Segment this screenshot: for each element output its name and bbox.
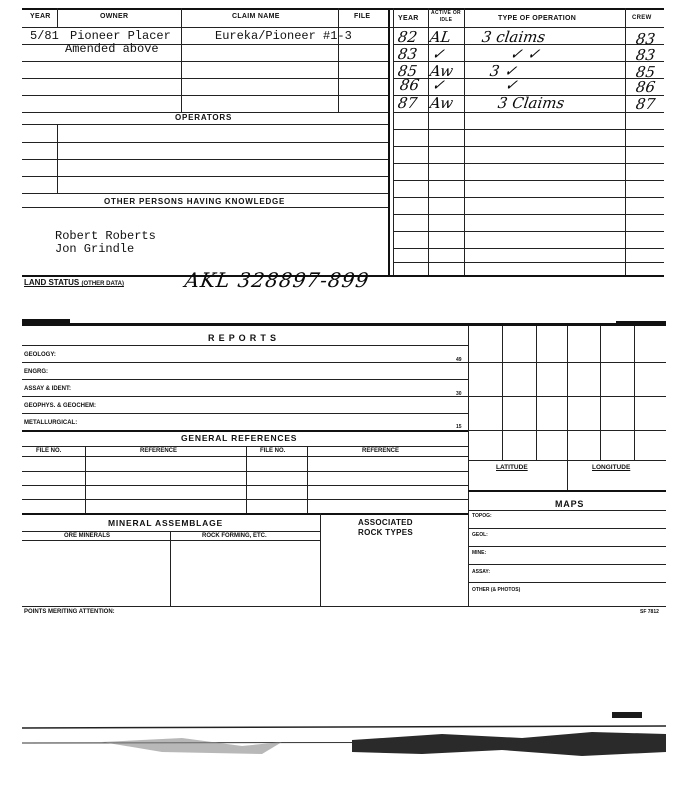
- status-year-83: 83: [396, 45, 419, 63]
- points-label: POINTS MERITING ATTENTION:: [24, 609, 115, 615]
- reports-rule-4: [22, 413, 468, 414]
- status-rule-8: [393, 163, 664, 164]
- claim-name: Eureka/Pioneer #1-3: [215, 29, 352, 43]
- map-assay: ASSAY:: [472, 569, 491, 575]
- maps-title: MAPS: [555, 499, 585, 509]
- mineral-rock: ROCK FORMING, ETC.: [202, 533, 267, 539]
- knowledge-title: OTHER PERSONS HAVING KNOWLEDGE: [104, 197, 286, 206]
- status-rule-9: [393, 180, 664, 181]
- status-crew-86: 86: [634, 78, 657, 96]
- status-crew-83: 83: [634, 46, 657, 64]
- latitude-label: LATITUDE: [496, 464, 528, 471]
- status-type-82: 3 claims: [480, 28, 547, 46]
- noise-smudge-2: [102, 738, 282, 754]
- report-assay: ASSAY & IDENT:: [24, 386, 72, 392]
- refs-header-rule: [22, 446, 468, 447]
- status-year-86: 86: [398, 76, 421, 94]
- reports-corner-right: [616, 321, 666, 326]
- claim-year: 5/81: [30, 29, 59, 43]
- status-crew-87: 87: [634, 95, 657, 113]
- status-year-85: 85: [396, 62, 419, 80]
- claim-note: Amended above: [65, 42, 159, 56]
- scan-noise-svg: [22, 712, 666, 762]
- assoc-line-1: ASSOCIATED: [358, 518, 413, 527]
- op-rule-4: [22, 193, 388, 194]
- top-border: [22, 8, 664, 10]
- op-rule-2: [22, 159, 388, 160]
- status-rule-12: [393, 231, 664, 232]
- map-geol: GEOL:: [472, 532, 488, 538]
- status-active-87: Aw: [428, 94, 455, 112]
- assoc-line-2: ROCK TYPES: [358, 528, 414, 537]
- grid-v-5: [634, 326, 635, 460]
- report-geology-num: 49: [456, 357, 462, 363]
- land-status-label: [24, 278, 124, 287]
- noise-line-1: [22, 726, 666, 728]
- header-year: YEAR: [30, 13, 51, 20]
- scan-noise-band: [22, 712, 666, 762]
- status-rule-10: [393, 197, 664, 198]
- maps-rule-2: [468, 546, 666, 547]
- header-type-operation: TYPE OF OPERATION: [498, 15, 577, 22]
- mineral-col-rule: [22, 540, 320, 541]
- refs-col-ref-2: REFERENCE: [362, 448, 400, 454]
- report-geology: GEOLOGY:: [24, 352, 56, 358]
- map-topog: TOPOG:: [472, 513, 492, 519]
- status-active-85: Aw: [428, 62, 455, 80]
- status-rule-7: [393, 146, 664, 147]
- active-divider: [428, 8, 429, 276]
- status-year-87: 87: [396, 94, 419, 112]
- refs-col-file-2: FILE NO.: [260, 448, 286, 454]
- mineral-div-1: [170, 531, 171, 606]
- person-2: Jon Grindle: [55, 242, 135, 256]
- noise-block: [612, 712, 642, 718]
- file-divider: [338, 8, 339, 112]
- map-mine: MINE:: [472, 550, 487, 556]
- report-geophys: GEOPHYS. & GEOCHEM:: [24, 403, 97, 409]
- mineral-title: MINERAL ASSEMBLAGE: [108, 518, 223, 528]
- status-active-83: ✓: [430, 45, 446, 63]
- reports-corner-left: [22, 319, 70, 324]
- grid-v-1: [502, 326, 503, 460]
- grid-h-2: [468, 396, 666, 397]
- refs-row-2: [22, 485, 468, 486]
- map-other: OTHER (& PHOTOS): [472, 587, 521, 593]
- land-status-text: LAND STATUS: [24, 278, 80, 287]
- header-claim-name: CLAIM NAME: [232, 13, 280, 20]
- owner-divider: [57, 8, 58, 27]
- header-file: FILE: [354, 13, 371, 20]
- land-status-value: AKL 328897-899: [183, 268, 371, 292]
- status-rule-13: [393, 248, 664, 249]
- person-1: Robert Roberts: [55, 229, 156, 243]
- reports-rule-1: [22, 362, 468, 363]
- maps-title-rule: [468, 510, 666, 511]
- knowledge-rule: [22, 207, 388, 208]
- status-type-86: ✓: [503, 76, 519, 94]
- operators-rule: [22, 124, 388, 125]
- noise-smudge-1: [352, 732, 666, 756]
- reports-title: R E P O R T S: [208, 333, 277, 343]
- latlong-div: [567, 460, 568, 490]
- refs-row-3: [22, 499, 468, 500]
- mineral-div-2: [320, 513, 321, 606]
- maps-top-rule: [468, 490, 666, 492]
- claim-rule-3: [22, 78, 388, 79]
- status-rule-5: [393, 112, 664, 113]
- status-crew-85: 85: [634, 63, 657, 81]
- type-divider: [464, 8, 465, 276]
- maps-rule-1: [468, 528, 666, 529]
- op-rule-1: [22, 142, 388, 143]
- refs-row-1: [22, 471, 468, 472]
- refs-col-ref-1: REFERENCE: [140, 448, 178, 454]
- bottom-section-rule: [22, 606, 666, 607]
- maps-rule-3: [468, 564, 666, 565]
- claim-rule-4: [22, 95, 388, 96]
- center-divider-b: [393, 8, 394, 276]
- reports-top-rule: [22, 323, 666, 326]
- claim-rule-2: [22, 61, 388, 62]
- status-rule-14: [393, 262, 664, 263]
- status-rule-6: [393, 129, 664, 130]
- grid-h-3: [468, 430, 666, 431]
- land-status-sub: (OTHER DATA): [81, 281, 124, 287]
- op-rule-3: [22, 176, 388, 177]
- claim-divider: [181, 8, 182, 112]
- header-bottom-rule: [22, 27, 664, 28]
- report-metallurgical: METALLURGICAL:: [24, 420, 78, 426]
- status-type-87: 3 Claims: [496, 94, 566, 112]
- status-type-85: 3 ✓: [488, 62, 519, 80]
- header-status-year: YEAR: [398, 15, 419, 22]
- reports-rule-5: [22, 430, 468, 432]
- report-assay-num: 30: [456, 391, 462, 397]
- status-year-82: 82: [396, 28, 419, 46]
- grid-v-4: [600, 326, 601, 460]
- grid-v-3: [567, 326, 568, 460]
- header-active-idle: ACTIVE OR IDLE: [431, 10, 461, 23]
- report-metallurgical-num: 15: [456, 424, 462, 430]
- status-rule-11: [393, 214, 664, 215]
- refs-div-1: [85, 446, 86, 513]
- reports-rule-2: [22, 379, 468, 380]
- status-active-86: ✓: [430, 76, 446, 94]
- general-refs-title: GENERAL REFERENCES: [181, 433, 298, 443]
- reports-rule-0: [22, 345, 468, 346]
- maps-rule-4: [468, 582, 666, 583]
- status-type-83: ✓ ✓: [508, 45, 542, 63]
- center-divider-a: [388, 8, 390, 276]
- operators-title: OPERATORS: [175, 113, 233, 122]
- refs-col-rule: [22, 456, 468, 457]
- longitude-label: LONGITUDE: [592, 464, 631, 471]
- mineral-ore: ORE MINERALS: [64, 533, 111, 539]
- claim-owner: Pioneer Placer: [70, 29, 171, 43]
- header-crew: CREW: [632, 15, 652, 21]
- reports-rule-3: [22, 396, 468, 397]
- form-number: SF 7812: [640, 609, 659, 615]
- refs-div-3: [307, 446, 308, 513]
- status-crew-82: 83: [634, 30, 657, 48]
- mineral-header-rule: [22, 531, 320, 532]
- refs-col-file-1: FILE NO.: [36, 448, 62, 454]
- grid-v-2: [536, 326, 537, 460]
- grid-h-1: [468, 362, 666, 363]
- header-owner: OWNER: [100, 13, 129, 20]
- report-engrg: ENGRG:: [24, 369, 48, 375]
- crew-divider: [625, 8, 626, 276]
- refs-div-2: [246, 446, 247, 513]
- refs-bottom: [22, 513, 468, 515]
- status-active-82: AL: [428, 28, 453, 46]
